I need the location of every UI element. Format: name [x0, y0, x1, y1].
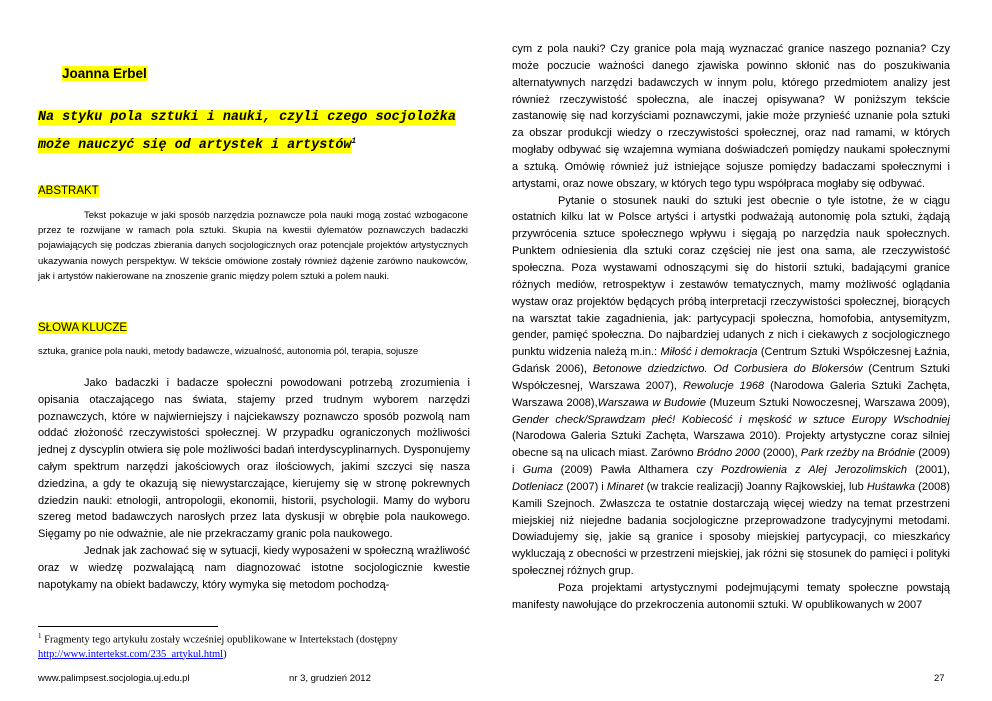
page-number: 27: [934, 673, 945, 684]
paragraph: Poza projektami artystycznymi podejmującymi tematy społeczne powstają manifesty nawołujące do przekroczenia autonomii sztuki. W opublikowanych w 2007: [512, 582, 950, 611]
footer-issue: nr 3, grudzień 2012: [289, 673, 371, 684]
paragraph: Pytanie o stosunek nauki do sztuki jest obecnie o tyle istotne, że w ciągu ostatnich kilku lat w Polsce artyści i artystki podważają autonomię pola sztuki, żądają przywrócenia sztuce społecznego wpływu i sięgają po narzędzia nauk społecznych. Punktem odniesienia dla sztuki coraz częściej nie jest ona sama, ale rzeczywistość społeczna. Poza wystawami odnoszącymi się do historii sztuki, badającymi granice różnych mediów, retrospektyw i zestawów tematycznych, mamy możliwość oglądania wystaw oraz projektów będących próbą interpretacji rzeczywistości społecznej, biorących na warsztat takie zagadnienia, jak: partycypacji społeczna, homofobia, antysemityzm, gender, pamięć społeczna. Do najbardziej udanych z nich i ciekawych z socjologicznego punktu widzenia należą m.in.: Miłość i demokracja (Centrum Sztuki Współczesnej Łaźnia, Gdańsk 2006), Betonowe dziedzictwo. Od Corbusiera do Blokersów (Centrum Sztuki Współczesnej, Warszawa 2007), Rewolucje 1968 (Narodowa Galeria Sztuki Zachęta, Warszawa 2008),Warszawa w Budowie (Muzeum Sztuki Nowoczesnej, Warszawa 2009), Gender check/Sprawdzam płeć! Kobiecość i męskość w sztuce Europy Wschodniej (Narodowa Galeria Sztuki Zachęta, Warszawa 2010). Projekty artystyczne coraz silniej obecne są na ulicach miast. Zarówno Bródno 2000 (2000), Park rzeźby na Bródnie (2009) i Guma (2009) Pawła Althamera czy Pozdrowienia z Alej Jerozolimskich (2001), Dotleniacz (2007) i Minaret (w trakcie realizacji) Joanny Rajkowskiej, lub Huśtawka (2008) Kamili Szejnoch. Zwłaszcza te ostatnie dostarczają więcej wiedzy na temat przestrzeni miejskiej niż niejedne badania socjologiczne przeprowadzone tradycyjnymi metodami. Dowiadujemy się, jakie są granice i sposoby miejskiej partycypacji, co mieszkańcy wykluczają z obecności w przestrzeni miejskiej, jak różni się stosunek do pamięci i polityki społecznej różnych grup.: [512, 194, 950, 578]
right-column-body: [512, 41, 950, 614]
paragraph: Jednak jak zachować się w sytuacji, kiedy wyposażeni w społeczną wrażliwość oraz w wiedzę pozwalającą nam diagnozować istotne socjologicznie kwestie napotykamy na obiekt badawczy, który wymyka się metodom pochodzą-: [38, 544, 470, 591]
paragraph: cym z pola nauki? Czy granice pola mają wyznaczać granice naszego poznania? Czy może poczucie ważności danego zjawiska powinno skłonić nas do poszukiwania alternatywnych narzędzi badawczych w innym polu, którego przedmiotem analizy jest również rzeczywistość społeczna, ale inaczej opisywana? W poniższym tekście zastanowię się nad korzyściami poznawczymi, jakie może przynieść uznanie pola sztuki za obszar produkcji wiedzy o rzeczywistości społecznej, oraz nad ramami, w których mogłaby odbywać się wzajemna wymiana doświadczeń pomiędzy naukami społecznymi a sztuką. Omówię również już istniejące sojusze pomiędzy badaczami społecznymi i artystami, oraz nowe obszary, w których tego typu współpraca mogłaby się odbywać.: [512, 43, 950, 190]
abstract-text: Tekst pokazuje w jaki sposób narzędzia poznawcze pola nauki mogą zostać wzbogacone przez te rozwijane w ramach pola sztuki. Skupia na kwestii dylematów poznawczych badaczki pojawiających się podczas zbierania danych socjologicznych oraz potencjale projektów artystycznych ukazywania nowych perspektyw. W tekście omówione zostały również dążenie zarówno naukowców, jak i artystów nakierowane na znoszenie granic między polem sztuki a polem nauki.: [38, 210, 468, 282]
footnote: $^1$ Fragmenty tego artykułu zostały wcześniej opublikowane w Intertekstach (dostępny http://www.intertekst.com/235_artykul.html): [38, 632, 398, 660]
footnote-link[interactable]: http://www.intertekst.com/235_artykul.html: [38, 648, 224, 660]
left-column-body: [38, 375, 470, 593]
abstract-heading: ABSTRAKT: [38, 185, 99, 197]
keywords-heading: SŁOWA KLUCZE: [38, 322, 128, 334]
author-name: Joanna Erbel: [62, 66, 147, 81]
keywords-text: sztuka, granice pola nauki, metody badawcze, wizualność, autonomia pól, terapia, sojusze: [38, 346, 419, 357]
title-footnote-mark: 1: [351, 137, 357, 146]
footnote-divider: [38, 626, 218, 627]
paragraph: Jako badaczki i badacze społeczni powodowani potrzebą zrozumienia i opisania otaczającego nas świata, stajemy przed trudnym wyborem narzędzi poznawczych, które w najwierniejszy i najciekawszy poznawczo sposób pozwolą nam oddać złożoność rzeczywistości społecznej. W przypadku ograniczonych możliwości jednej z dyscyplin otwiera się pole możliwości badań interdyscyplinarnych. Dysponujemy całym spektrum narzędzi jakościowych oraz ilościowych, jakimi szczyci się nasza dziedzina, a gdy te okazują się niewystarczające, kierujemy się w stronę pokrewnych dziedzin nauki: etnologii, antropologii, ekonomii, historii, psychologii. Mamy do wyboru szereg metod badawczych narosłych przez lata dyskusji w obrębie pola naukowego. Sięgamy po nie odważnie, ale nie przekraczamy granic pola naukowego.: [38, 377, 470, 541]
article-title: Na styku pola sztuki i nauki, czyli czego socjolożka może nauczyć się od artystek i artystów$^1$: [38, 110, 456, 154]
footer-website: www.palimpsest.socjologia.uj.edu.pl: [38, 673, 190, 684]
